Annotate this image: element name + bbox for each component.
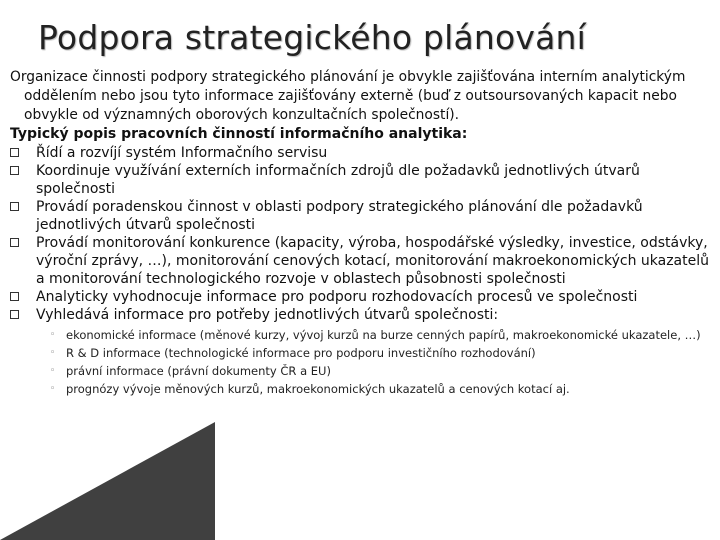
bullet-text: Koordinuje využívání externích informačních zdrojů dle požadavků jednotlivých útvarů společnosti — [36, 163, 640, 197]
circle-bullet-icon: ◦ — [50, 384, 56, 394]
circle-bullet-icon: ◦ — [50, 330, 56, 340]
bullet-text: Vyhledává informace pro potřeby jednotlivých útvarů společnosti: — [36, 307, 499, 323]
sub-bullet-text: právní informace (právní dokumenty ČR a EU) — [66, 364, 331, 378]
sub-bullet-text: ekonomické informace (měnové kurzy, vývoj kurzů na burze cenných papírů, makroekonomické ukazatele, …) — [66, 328, 701, 342]
checkbox-bullet-icon — [10, 148, 19, 157]
decorative-corner-shape — [0, 422, 215, 540]
circle-bullet-icon: ◦ — [50, 348, 56, 358]
checkbox-bullet-icon — [10, 292, 19, 301]
sub-bullet-item — [36, 344, 710, 362]
checkbox-bullet-icon — [10, 202, 19, 211]
sub-bullet-list — [36, 326, 710, 398]
sub-bullet-text: R & D informace (technologické informace pro podporu investičního rozhodování) — [66, 346, 536, 360]
slide-title: Podpora strategického plánování — [38, 18, 587, 57]
bullet-text: Provádí poradenskou činnost v oblasti podpory strategického plánování dle požadavků jednotlivých útvarů společnosti — [36, 199, 643, 233]
bullet-text: Analyticky vyhodnocuje informace pro podporu rozhodovacích procesů ve společnosti — [36, 289, 638, 305]
bullet-item — [10, 234, 710, 288]
slide-content — [10, 68, 710, 398]
bullet-item — [10, 198, 710, 234]
bullet-item — [10, 144, 710, 162]
checkbox-bullet-icon — [10, 310, 19, 319]
bullet-text: Řídí a rozvíjí systém Informačního servisu — [36, 145, 328, 161]
sub-bullet-text: prognózy vývoje měnových kurzů, makroekonomických ukazatelů a cenových kotací aj. — [66, 382, 570, 396]
intro-paragraph: Organizace činnosti podpory strategického plánování je obvykle zajišťována interním analytickým oddělením nebo jsou tyto informace zajišťovány externě (buď z outsoursovaných kapacit nebo obvykle od významných oborových konzultačních společností). — [10, 69, 686, 123]
subheading: Typický popis pracovních činností informačního analytika: — [10, 126, 468, 142]
bullet-list — [10, 144, 710, 398]
bullet-item — [10, 162, 710, 198]
circle-bullet-icon: ◦ — [50, 366, 56, 376]
checkbox-bullet-icon — [10, 166, 19, 175]
bullet-text: Provádí monitorování konkurence (kapacity, výroba, hospodářské výsledky, investice, odstávky, výroční zprávy, …), monitorování cenových kotací, monitorování makroekonomických ukazatelů a monitorování technologického rozvoje v oblastech působnosti společnosti — [36, 235, 709, 287]
sub-bullet-item — [36, 326, 710, 344]
bullet-item — [10, 306, 710, 398]
sub-bullet-item — [36, 362, 710, 380]
checkbox-bullet-icon — [10, 238, 19, 247]
sub-bullet-item — [36, 380, 710, 398]
bullet-item — [10, 288, 710, 306]
